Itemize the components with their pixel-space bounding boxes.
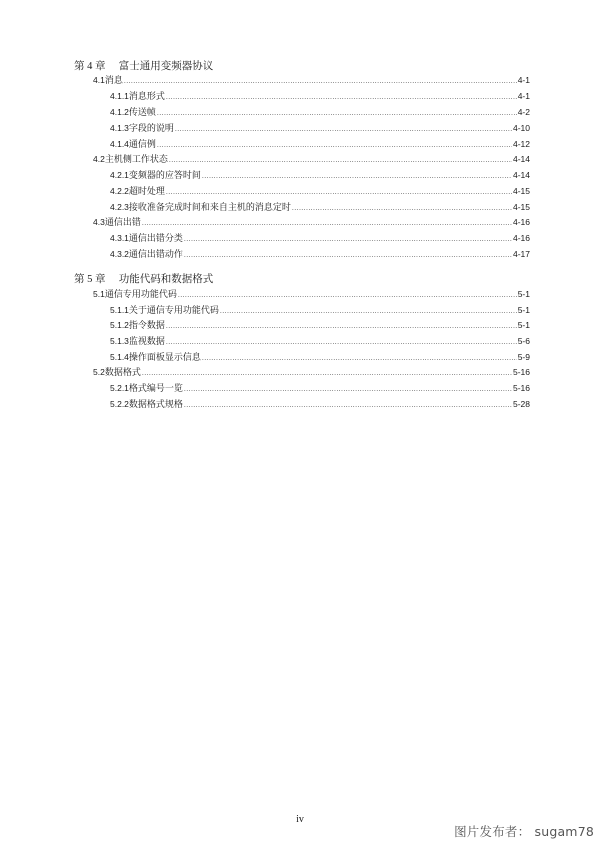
toc-entry[interactable] <box>110 105 530 119</box>
dot-leader <box>157 139 512 153</box>
page-ref: 5-16 <box>512 383 530 393</box>
page-ref: 4-16 <box>512 233 530 243</box>
page-ref: 5-16 <box>512 367 530 377</box>
section-title: 消息 <box>104 75 123 85</box>
toc-entry[interactable] <box>110 381 530 395</box>
section-title: 字段的说明 <box>128 123 174 133</box>
chapter-heading <box>74 271 213 286</box>
dot-leader <box>184 383 512 397</box>
dot-leader <box>169 154 512 168</box>
dot-leader <box>166 186 512 200</box>
dot-leader <box>220 305 517 319</box>
dot-leader <box>124 75 517 89</box>
dot-leader <box>142 367 512 381</box>
page-ref: 4-10 <box>512 123 530 133</box>
publisher-watermark: 图片发布者： sugam78 <box>454 824 594 839</box>
section-title: 操作面板显示信息 <box>128 352 201 362</box>
section-number: 5.2.1 <box>110 383 129 393</box>
section-number: 4.1.4 <box>110 139 129 149</box>
page-ref: 5-9 <box>517 352 530 362</box>
section-number: 4.1.1 <box>110 91 129 101</box>
section-number: 4.2.2 <box>110 186 129 196</box>
section-number: 4.3 <box>93 217 105 227</box>
section-title: 数据格式规格 <box>128 399 183 409</box>
dot-leader <box>166 336 517 350</box>
toc-entry[interactable] <box>110 303 530 317</box>
section-title: 超时处理 <box>128 186 165 196</box>
page-ref: 4-17 <box>512 249 530 259</box>
dot-leader <box>166 91 517 105</box>
page-number: iv <box>296 814 304 825</box>
dot-leader <box>166 320 517 334</box>
dot-leader <box>175 123 512 137</box>
toc-entry[interactable] <box>110 89 530 103</box>
section-number: 4.2 <box>93 154 105 164</box>
section-number: 5.1 <box>93 289 105 299</box>
toc-entry[interactable] <box>93 152 530 166</box>
chapter-number: 第 4 章 <box>74 61 106 72</box>
toc-entry[interactable] <box>110 231 530 245</box>
section-number: 4.2.1 <box>110 170 129 180</box>
chapter-title: 功能代码和数据格式 <box>118 274 214 285</box>
toc-entry[interactable] <box>110 318 530 332</box>
section-number: 4.1 <box>93 75 105 85</box>
section-title: 监视数据 <box>128 336 165 346</box>
dot-leader <box>184 233 512 247</box>
toc-entry[interactable] <box>93 215 530 229</box>
dot-leader <box>184 399 512 413</box>
page-ref: 5-6 <box>517 336 530 346</box>
section-number: 5.2.2 <box>110 399 129 409</box>
page-ref: 5-1 <box>517 320 530 330</box>
section-number: 4.3.1 <box>110 233 129 243</box>
dot-leader <box>157 107 517 121</box>
section-number: 4.3.2 <box>110 249 129 259</box>
toc-entry[interactable] <box>110 247 530 261</box>
section-title: 通信例 <box>128 139 156 149</box>
toc-entry[interactable] <box>93 365 530 379</box>
chapter-number: 第 5 章 <box>74 274 106 285</box>
toc-entry[interactable] <box>110 168 530 182</box>
section-number: 4.1.3 <box>110 123 129 133</box>
section-title: 主机侧工作状态 <box>104 154 168 164</box>
page-ref: 4-14 <box>512 154 530 164</box>
section-number: 5.1.2 <box>110 320 129 330</box>
toc-entry[interactable] <box>110 350 530 364</box>
section-number: 4.1.2 <box>110 107 129 117</box>
chapter-heading <box>74 58 213 73</box>
toc-entry[interactable] <box>110 200 530 214</box>
section-number: 5.2 <box>93 367 105 377</box>
toc-entry[interactable] <box>110 184 530 198</box>
toc-entry[interactable] <box>110 397 530 411</box>
page-ref: 4-2 <box>517 107 530 117</box>
section-title: 通信出错动作 <box>128 249 183 259</box>
page-ref: 4-14 <box>512 170 530 180</box>
dot-leader <box>202 170 512 184</box>
page-ref: 4-16 <box>512 217 530 227</box>
section-title: 关于通信专用功能代码 <box>128 305 219 315</box>
section-number: 4.2.3 <box>110 202 129 212</box>
dot-leader <box>184 249 512 263</box>
section-title: 通信出错分类 <box>128 233 183 243</box>
toc-entry[interactable] <box>93 287 530 301</box>
page-ref: 5-1 <box>517 289 530 299</box>
toc-entry[interactable] <box>110 334 530 348</box>
page-ref: 5-1 <box>517 305 530 315</box>
dot-leader <box>202 352 517 366</box>
section-title: 指令数据 <box>128 320 165 330</box>
section-title: 通信出错 <box>104 217 141 227</box>
section-number: 5.1.3 <box>110 336 129 346</box>
page-ref: 4-1 <box>517 75 530 85</box>
section-title: 接收准备完成时间和来自主机的消息定时 <box>128 202 291 212</box>
toc-entry[interactable] <box>110 121 530 135</box>
chapter-title: 富士通用变频器协议 <box>118 61 214 72</box>
section-title: 数据格式 <box>104 367 141 377</box>
toc-entry[interactable] <box>93 73 530 87</box>
section-title: 变频器的应答时间 <box>128 170 201 180</box>
dot-leader <box>292 202 512 216</box>
dot-leader <box>178 289 517 303</box>
section-title: 传送帧 <box>128 107 156 117</box>
page-ref: 5-28 <box>512 399 530 409</box>
section-title: 格式编号一览 <box>128 383 183 393</box>
section-number: 5.1.1 <box>110 305 129 315</box>
section-title: 消息形式 <box>128 91 165 101</box>
page-ref: 4-15 <box>512 202 530 212</box>
toc-entry[interactable] <box>110 137 530 151</box>
dot-leader <box>142 217 512 231</box>
page-ref: 4-1 <box>517 91 530 101</box>
section-number: 5.1.4 <box>110 352 129 362</box>
page-ref: 4-15 <box>512 186 530 196</box>
section-title: 通信专用功能代码 <box>104 289 177 299</box>
page-ref: 4-12 <box>512 139 530 149</box>
